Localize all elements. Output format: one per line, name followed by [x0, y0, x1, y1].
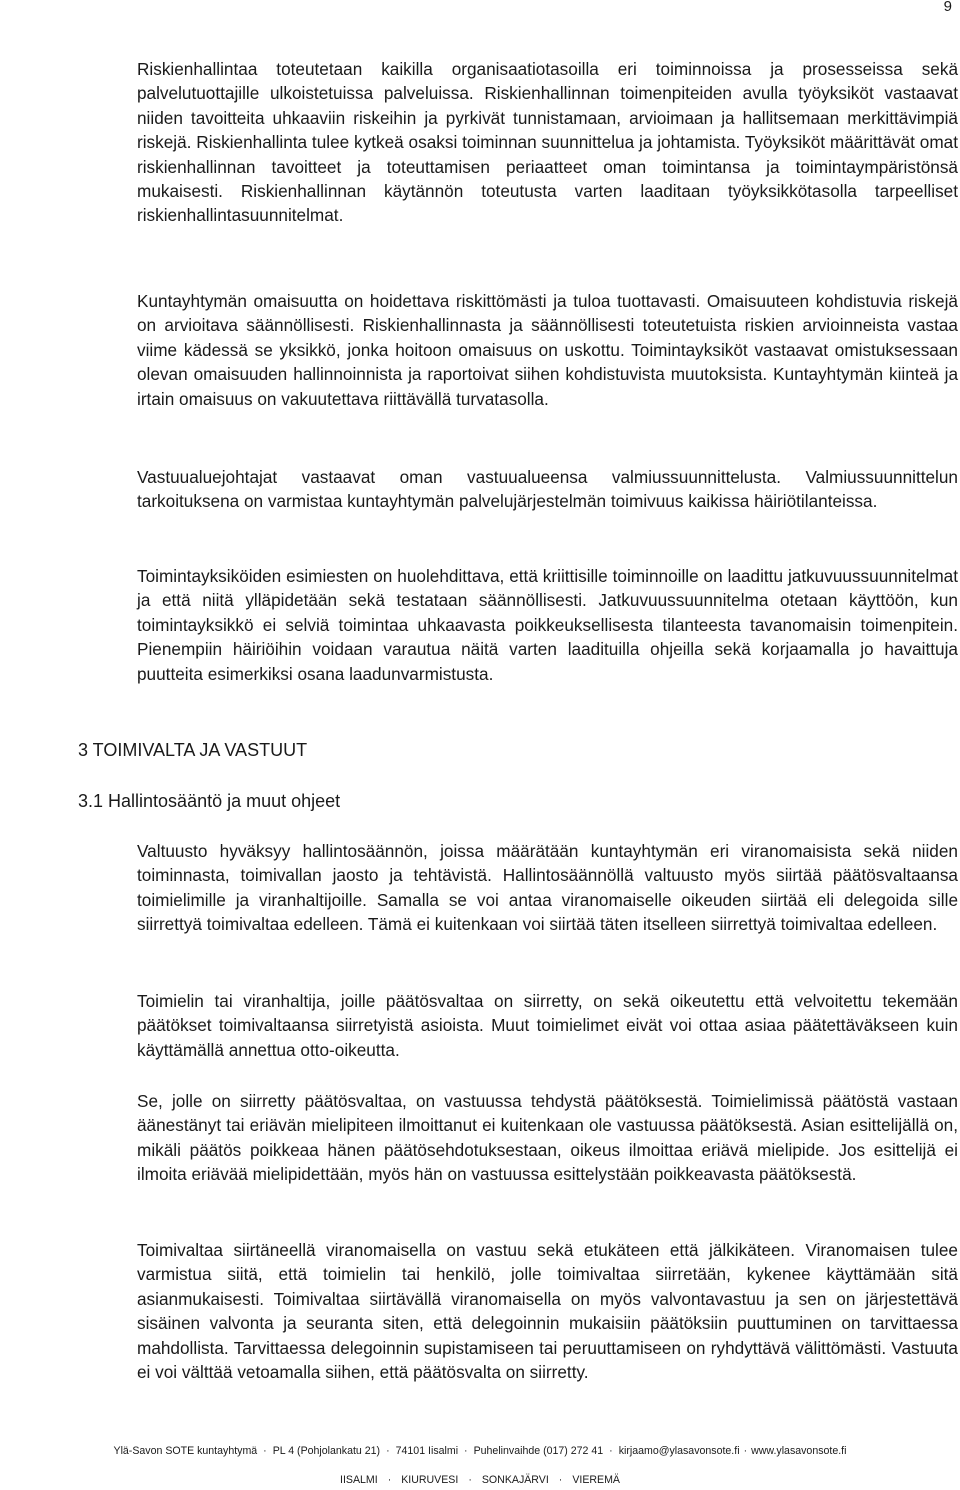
page-number: 9 [943, 0, 952, 15]
footer-separator: · [387, 1474, 392, 1486]
subsection-heading: 3.1 Hallintosääntö ja muut ohjeet [78, 791, 341, 811]
footer-towns [0, 1474, 960, 1486]
footer-web: www.ylasavonsote.fi [751, 1445, 847, 1457]
paragraph-preparedness: Vastuualuejohtajat vastaavat oman vastuualueensa valmiussuunnittelusta. Valmiussuunnittelun tarkoituksena on varmistaa kuntayhtymän palvelujärjestelmän toimivuus kaikissa häiriötilanteissa. [137, 467, 958, 512]
footer-town: VIEREMÄ [572, 1474, 620, 1486]
paragraph-risk-management: Riskienhallintaa toteutetaan kaikilla organisaatiotasoilla eri toiminnoissa ja prosesseissa sekä palvelutuottajille ulkoistetuissa palveluissa. Riskienhallinnan toimenpiteiden avulla työyksiköt vastaavat niiden tavoitteita uhkaaviin riskeihin ja pyrkivät tunnistamaan, arvioimaan ja hallitsemaan merkittävimpiä riskejä. Riskienhallinta tulee kytkeä osaksi toiminnan suunnittelua ja johtamista. Työyksiköt määrittävät omat riskienhallinnan tavoitteet ja toteuttamisen periaatteet oman toimintansa ja toimintaympäristönsä mukaisesti. Riskienhallinnan käytännön toteutusta varten laaditaan työyksikkötasolla tarpeelliset riskienhallintasuunnitelmat. [137, 59, 958, 226]
footer-separator: · [609, 1445, 613, 1457]
footer-town: IISALMI [340, 1474, 378, 1486]
footer-contact [0, 1445, 960, 1457]
paragraph-decision-responsibility: Se, jolle on siirretty päätösvaltaa, on vastuussa tehdystä päätöksestä. Toimielimissä päätöstä vastaan äänestänyt tai eriävän mielipiteen ilmoittanut ei kuitenkaan ole vastuussa päätöksestä. Asian esittelijällä on, mikäli päätös poikkeaa hänen päätösehdotuksestaan, oikeus ilmoittaa eriävä mielipide. Jos esittelijä ei ilmoita eriävää mielipidettään, myös hän on vastuussa esittelystään poikkeavasta päätöksestä. [137, 1091, 958, 1185]
footer-separator: · [468, 1474, 472, 1486]
footer-separator: · [464, 1445, 468, 1457]
paragraph-property-risks: Kuntayhtymän omaisuutta on hoidettava riskittömästi ja tuloa tuottavasti. Omaisuuteen kohdistuvia riskejä on arvioitava säännöllisesti. Riskienhallinnasta ja säännöllisesti toteutetuista riskien arvioinneista vastaa viime kädessä se yksikkö, jonka hoitoon omaisuus on uskottu. Toimintayksiköt vastaavat omistuksessaan olevan omaisuuden hallinnoinnista ja raportoivat siihen kohdistuvista muutoksista. Kuntayhtymän kiinteä ja irtain omaisuus on vakuutettava riittävällä turvatasolla. [137, 291, 958, 409]
footer-org: Ylä-Savon SOTE kuntayhtymä [113, 1445, 258, 1457]
footer-separator: · [386, 1445, 390, 1457]
paragraph-continuity: Toimintayksiköiden esimiesten on huolehdittava, että kriittisille toiminnoille on laadittu jatkuvuussuunnitelmat ja että niitä ylläpidetään sekä testataan säännöllisesti. Jatkuvuussuunnitelma otetaan käyttöön, kun toimintayksikkö ei selviä toimintaa uhkaavasta poikkeuksellisesta tilanteesta tavanomaisin toimenpitein. Pienempiin häiriöihin voidaan varautua näitä varten laadituilla ohjeilla sekä korjaamalla jo havaittuja puutteita esimerkiksi osana laadunvarmistusta. [137, 566, 958, 684]
footer-separator: · [743, 1445, 748, 1457]
footer-separator: · [263, 1445, 267, 1457]
footer-address: PL 4 (Pohjolankatu 21) [272, 1445, 381, 1457]
footer-separator: · [558, 1474, 563, 1486]
footer-email: kirjaamo@ylasavonsote.fi [618, 1445, 740, 1457]
paragraph-delegated-authority: Toimielin tai viranhaltija, joille päätösvaltaa on siirretty, on sekä oikeutettu että velvoitettu tekemään päätökset toimivaltaansa siirretyistä asioista. Muut toimielimet eivät voi ottaa asiaa päätettäväkseen kuin käyttämällä annettua otto-oikeutta. [137, 991, 958, 1060]
paragraph-delegating-authority: Toimivaltaa siirtäneellä viranomaisella on vastuu sekä etukäteen että jälkikäteen. Viranomaisen tulee varmistua siitä, että toimielin tai henkilö, jolle toimivaltaa siirretään, kykenee käyttämään sitä asianmukaisesti. Toimivaltaa siirtävällä viranomaisella on myös valvontavastuu ja sen on järjestettävä sisäinen valvonta ja seuranta siten, että delegoinnin mukaisiin päätöksiin puuttuminen on tarvittaessa mahdollista. Tarvittaessa delegoinnin supistamiseen tai peruuttamiseen on ryhdyttävä välittömästi. Vastuuta ei voi välttää vetoamalla siihen, että päätösvalta on siirretty. [137, 1240, 958, 1383]
footer-town: SONKAJÄRVI [481, 1474, 549, 1486]
section-heading: 3 TOIMIVALTA JA VASTUUT [78, 740, 308, 760]
paragraph-administrative-rules: Valtuusto hyväksyy hallintosäännön, joissa määrätään kuntayhtymän eri viranomaisista sekä niiden toiminnasta, toimivallan jaosto ja tehtävistä. Hallintosäännöllä valtuusto myös siirtää päätösvaltaansa toimielimille ja viranhaltijoille. Samalla se voi antaa viranomaiselle oikeuden siirtää eli delegoida sille siirrettyä toimivaltaa edelleen. Tämä ei kuitenkaan voi siirtää täten itselleen siirrettyä toimivaltaa edelleen. [137, 841, 958, 935]
footer-postal: 74101 Iisalmi [395, 1445, 459, 1457]
footer-phone: Puhelinvaihde (017) 272 41 [473, 1445, 604, 1457]
footer-town: KIURUVESI [401, 1474, 459, 1486]
